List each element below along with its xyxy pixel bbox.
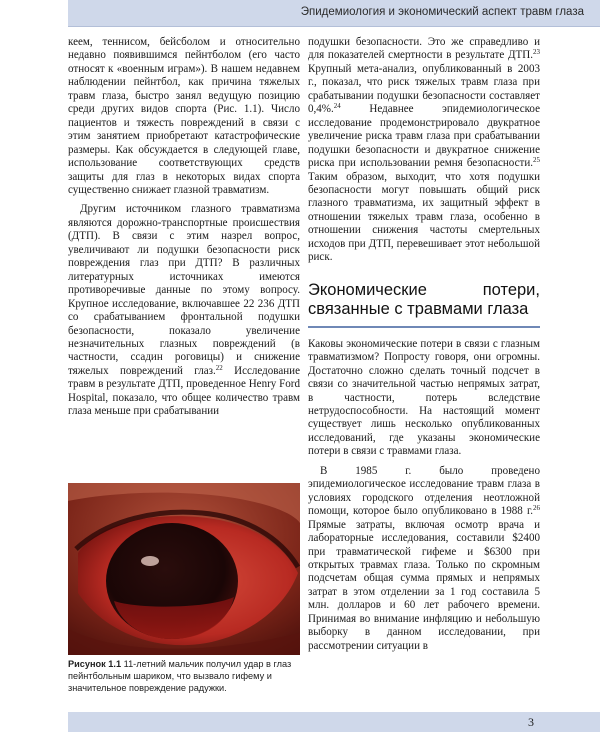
paragraph — [308, 465, 540, 653]
reference-number: 26 — [533, 504, 540, 513]
paragraph-text: Исследование травм в результате ДТП, проведенное Henry Ford Hospital, показало, что общее количество травм глаза меньше при срабатывании — [68, 364, 300, 418]
right-column — [308, 36, 540, 659]
page-number: 3 — [528, 715, 534, 729]
figure-label: Рисунок 1.1 — [68, 659, 122, 669]
reference-number: 24 — [333, 102, 341, 111]
paragraph — [68, 203, 300, 418]
paragraph: кеем, теннисом, бейсболом и относительно недавно появившимся пейнтболом (его часто относят к «военным играм»). В нашем недавнем наблюдении пейнтбол, как причина тяжелых травм глаза, быстро занял ведущую позицию среди других видов спорта (Рис. 1.1). Число пациентов и тяжесть повреждений в связи с этим занятием приобретают катастрофические размеры. Как обсуждается в следующей главе, использование соответствующих средств защиты для глаз в некоторых видах спорта существенно снижает глазной травматизм. — [68, 36, 300, 196]
paragraph-text: Крупный мета-анализ, опубликованный в 2003 г., показал, что риск тяжелых травм глаза при срабатывании подушки безопасности составляет 0,4%. — [308, 62, 540, 116]
paragraph-text: Таким образом, выходит, что хотя подушки безопасности могут повышать общий риск глазного травматизма, их защитный эффект в отношении тяжелых травм глаза, особенно в отношении снижения частоты смертельных исходов при ДТП, перевешивает этот небольшой риск. — [308, 170, 540, 264]
paragraph-text: подушки безопасности. Это же справедливо и для показателей смертности в результате ДТП. — [308, 36, 540, 62]
running-header-title: Эпидемиология и экономический аспект травм глаза — [300, 6, 584, 18]
running-header-band — [68, 0, 600, 27]
paragraph: Каковы экономические потери в связи с глазным травматизмом? Попросту говоря, они огромны. Достаточно сложно сделать точный подсчет в связи со значительной частью непрямых затрат, в частности, потерь вследствие нетрудоспособности. На настоящий момент существует лишь несколько опубликованных исследований, где указаны экономические потери в связи с травмами глаза. — [308, 337, 540, 458]
figure-caption-text: 11-летний мальчик получил удар в глаз пейнтбольным шариком, что вызвало гифему и значительное повреждение радужки. — [68, 659, 292, 693]
footer-band — [68, 712, 600, 732]
paragraph — [308, 36, 540, 265]
paragraph-text: Недавнее эпидемиологическое исследование продемонстрировало двукратное увеличение риска травм глаза при срабатывании подушки безопасности и двукратное снижение риска при использовании ремня безопасности. — [308, 103, 540, 170]
paragraph-text: Прямые затраты, включая осмотр врача и лабораторные исследования, составили $2400 при травматической гифеме и $6300 при открытых травмах глаза. Только по скромным подсчетам общая сумма прямых и непрямых затрат в этом отделении за 1 год составила 5 млн. долларов и 60 лет рабочего времени. Принимая во внимание инфляцию и небольшую выборку в данном исследовании, при рассмотрении ситуации в — [308, 518, 540, 652]
section-divider — [308, 326, 540, 328]
section-title: Экономические потери, связанные с травмами глаза — [308, 280, 540, 318]
reference-number: 22 — [215, 363, 223, 372]
reference-number: 25 — [533, 156, 540, 165]
paragraph-text: Другим источником глазного травматизма являются дорожно-транспортные происшествия (ДТП). В связи с этим назрел вопрос, увеличивают ли подушки безопасности риск повреждения глаз при ДТП? В различных литературных источниках имеются противоречивые данные по этому вопросу. Крупное исследование, включавшее 22 236 ДТП со срабатыванием фронтальной подушки безопасности, показало увеличение незначительных глазных повреждений (в частности, ссадин роговицы) и снижение тяжелых повреждений глаз. — [68, 203, 300, 377]
eye-injury-illustration — [68, 483, 300, 655]
paragraph-text: В 1985 г. было проведено эпидемиологическое исследование травм глаза в условиях городского отделения неотложной помощи, которое было опубликовано в 1988 г. — [308, 464, 540, 518]
left-column — [68, 36, 300, 425]
reference-number: 23 — [533, 48, 540, 57]
figure-eye-photo — [68, 483, 300, 655]
figure-caption — [68, 659, 300, 694]
